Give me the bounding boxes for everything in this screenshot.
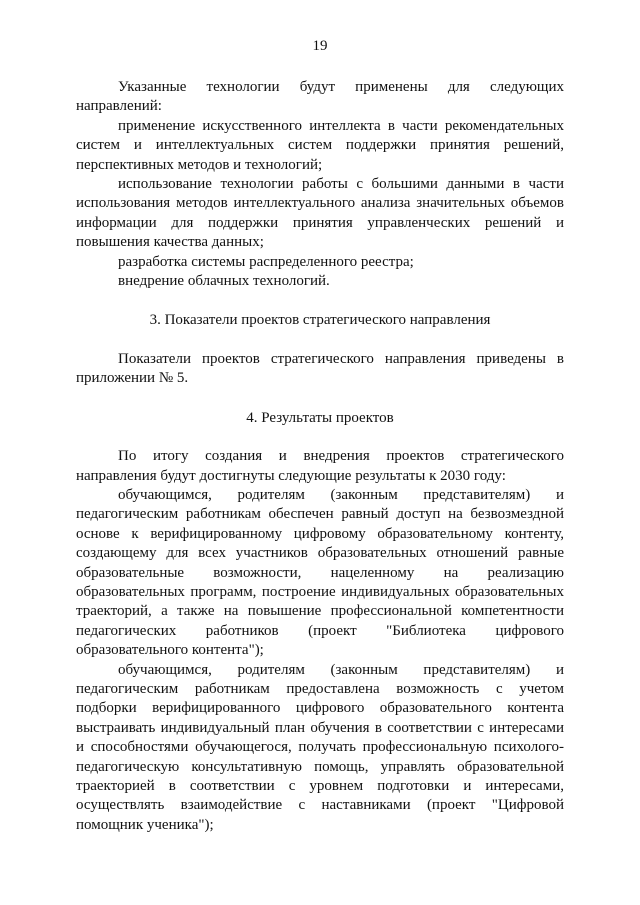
paragraph-ai: применение искусственного интеллекта в части рекомендательных систем и интеллектуальных систем поддержки принятия решений, перспективных методов и технологий; [76,117,564,173]
page-number: 19 [312,38,328,54]
section-3-text: Показатели проектов стратегического направления приведены в приложении № 5. [76,350,564,387]
section-3-heading: 3. Показатели проектов стратегического направления [149,312,491,329]
page-content [76,78,564,835]
paragraph-distributed-ledger: разработка системы распределенного реестра; [118,253,414,270]
paragraph-cloud: внедрение облачных технологий. [118,273,330,290]
paragraph-big-data: использование технологии работы с большими данными в части использования методов интеллектуального анализа значительных объемов информации для поддержки принятия управленческих решений и повышения качества данных; [76,176,564,251]
section-4-paragraph: обучающимся, родителям (законным представителям) и педагогическим работникам предоставлена возможность с учетом подборки верифицированного цифрового образовательного контента выстраивать индивидуальный план обучения в соответствии с интересами и способностями обучающегося, получать профессиональную психолого-педагогическую консультативную помощь, управлять образовательной траекторией в соответствии с уровнем подготовки и интересами, осуществлять взаимодействие с наставниками (проект "Цифровой помощник ученика"); [76,661,564,833]
section-4-heading: 4. Результаты проектов [246,409,394,426]
section-4-paragraph: По итогу создания и внедрения проектов стратегического направления будут достигнуты следующие результаты к 2030 году: [76,448,564,484]
section-4-paragraph: обучающимся, родителям (законным представителям) и педагогическим работникам обеспечен равный доступ на безвозмездной основе к верифицированному цифровому образовательному контенту, создающему для всех участников образовательных отношений равные образовательные возможности, нацеленному на реализацию образовательных программ, построение индивидуальных образовательных траекторий, а также на повышение профессиональной компетентности педагогических работников (проект "Библиотека цифрового образовательного контента"); [76,486,564,659]
paragraph-intro: Указанные технологии будут применены для следующих направлений: [76,79,564,115]
